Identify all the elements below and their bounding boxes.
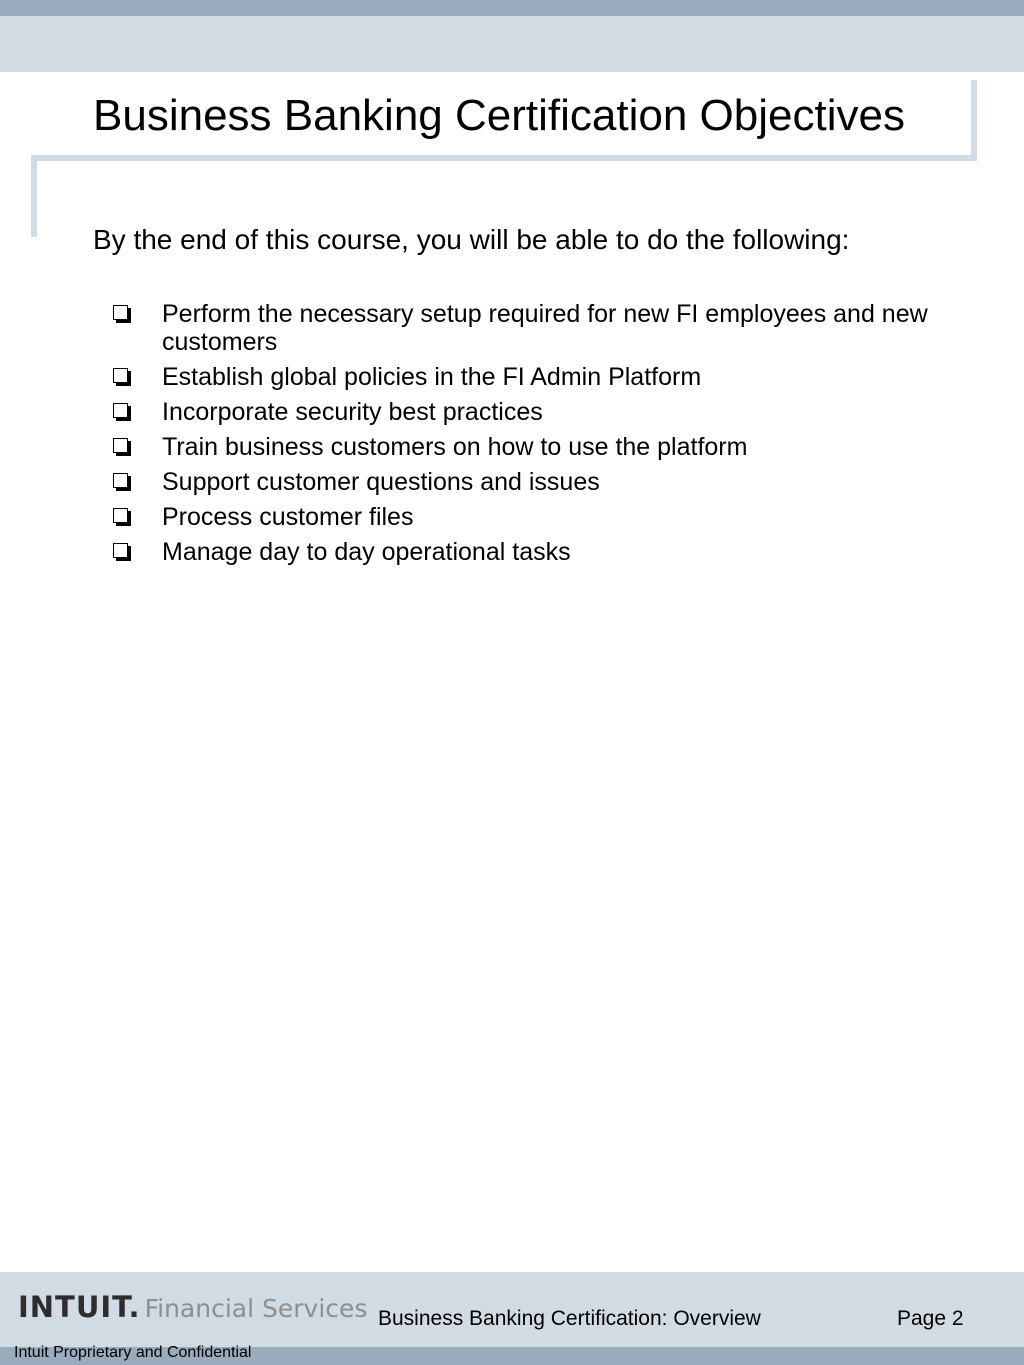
list-item	[109, 300, 929, 356]
checkbox-icon	[113, 368, 128, 383]
list-item	[109, 433, 929, 461]
objective-text: Establish global policies in the FI Admin Platform	[162, 363, 702, 391]
checkbox-icon	[113, 508, 128, 523]
page-title: Business Banking Certification Objectives	[93, 91, 905, 140]
intuit-financial-services-logo	[18, 1290, 367, 1326]
objective-text: Train business customers on how to use the platform	[162, 433, 748, 461]
list-item	[109, 468, 929, 496]
top-accent-strip	[0, 0, 1024, 16]
objective-text: Incorporate security best practices	[162, 398, 543, 426]
objectives-list	[109, 300, 929, 573]
checkbox-icon	[113, 438, 128, 453]
objective-text: Support customer questions and issues	[162, 468, 600, 496]
top-header-band	[0, 16, 1024, 72]
checkbox-icon	[113, 403, 128, 418]
title-frame-right	[971, 80, 977, 161]
checkbox-icon	[113, 543, 128, 558]
list-item	[109, 503, 929, 531]
title-frame-bottom	[31, 155, 977, 161]
intro-text: By the end of this course, you will be able to do the following:	[93, 224, 850, 255]
logo-wordmark: INTUIT.	[18, 1290, 141, 1324]
logo-tagline: Financial Services	[144, 1294, 368, 1323]
objective-text: Process customer files	[162, 503, 414, 531]
list-item	[109, 398, 929, 426]
footer-document-title: Business Banking Certification: Overview	[378, 1307, 761, 1330]
title-frame-left	[31, 155, 37, 237]
checkbox-icon	[113, 473, 128, 488]
confidential-notice: Intuit Proprietary and Confidential	[14, 1344, 252, 1361]
objective-text: Perform the necessary setup required for new FI employees and new customers	[162, 300, 928, 356]
checkbox-icon	[113, 305, 128, 320]
list-item	[109, 538, 929, 566]
page-number: Page 2	[897, 1307, 964, 1330]
objective-text: Manage day to day operational tasks	[162, 538, 571, 566]
list-item	[109, 363, 929, 391]
